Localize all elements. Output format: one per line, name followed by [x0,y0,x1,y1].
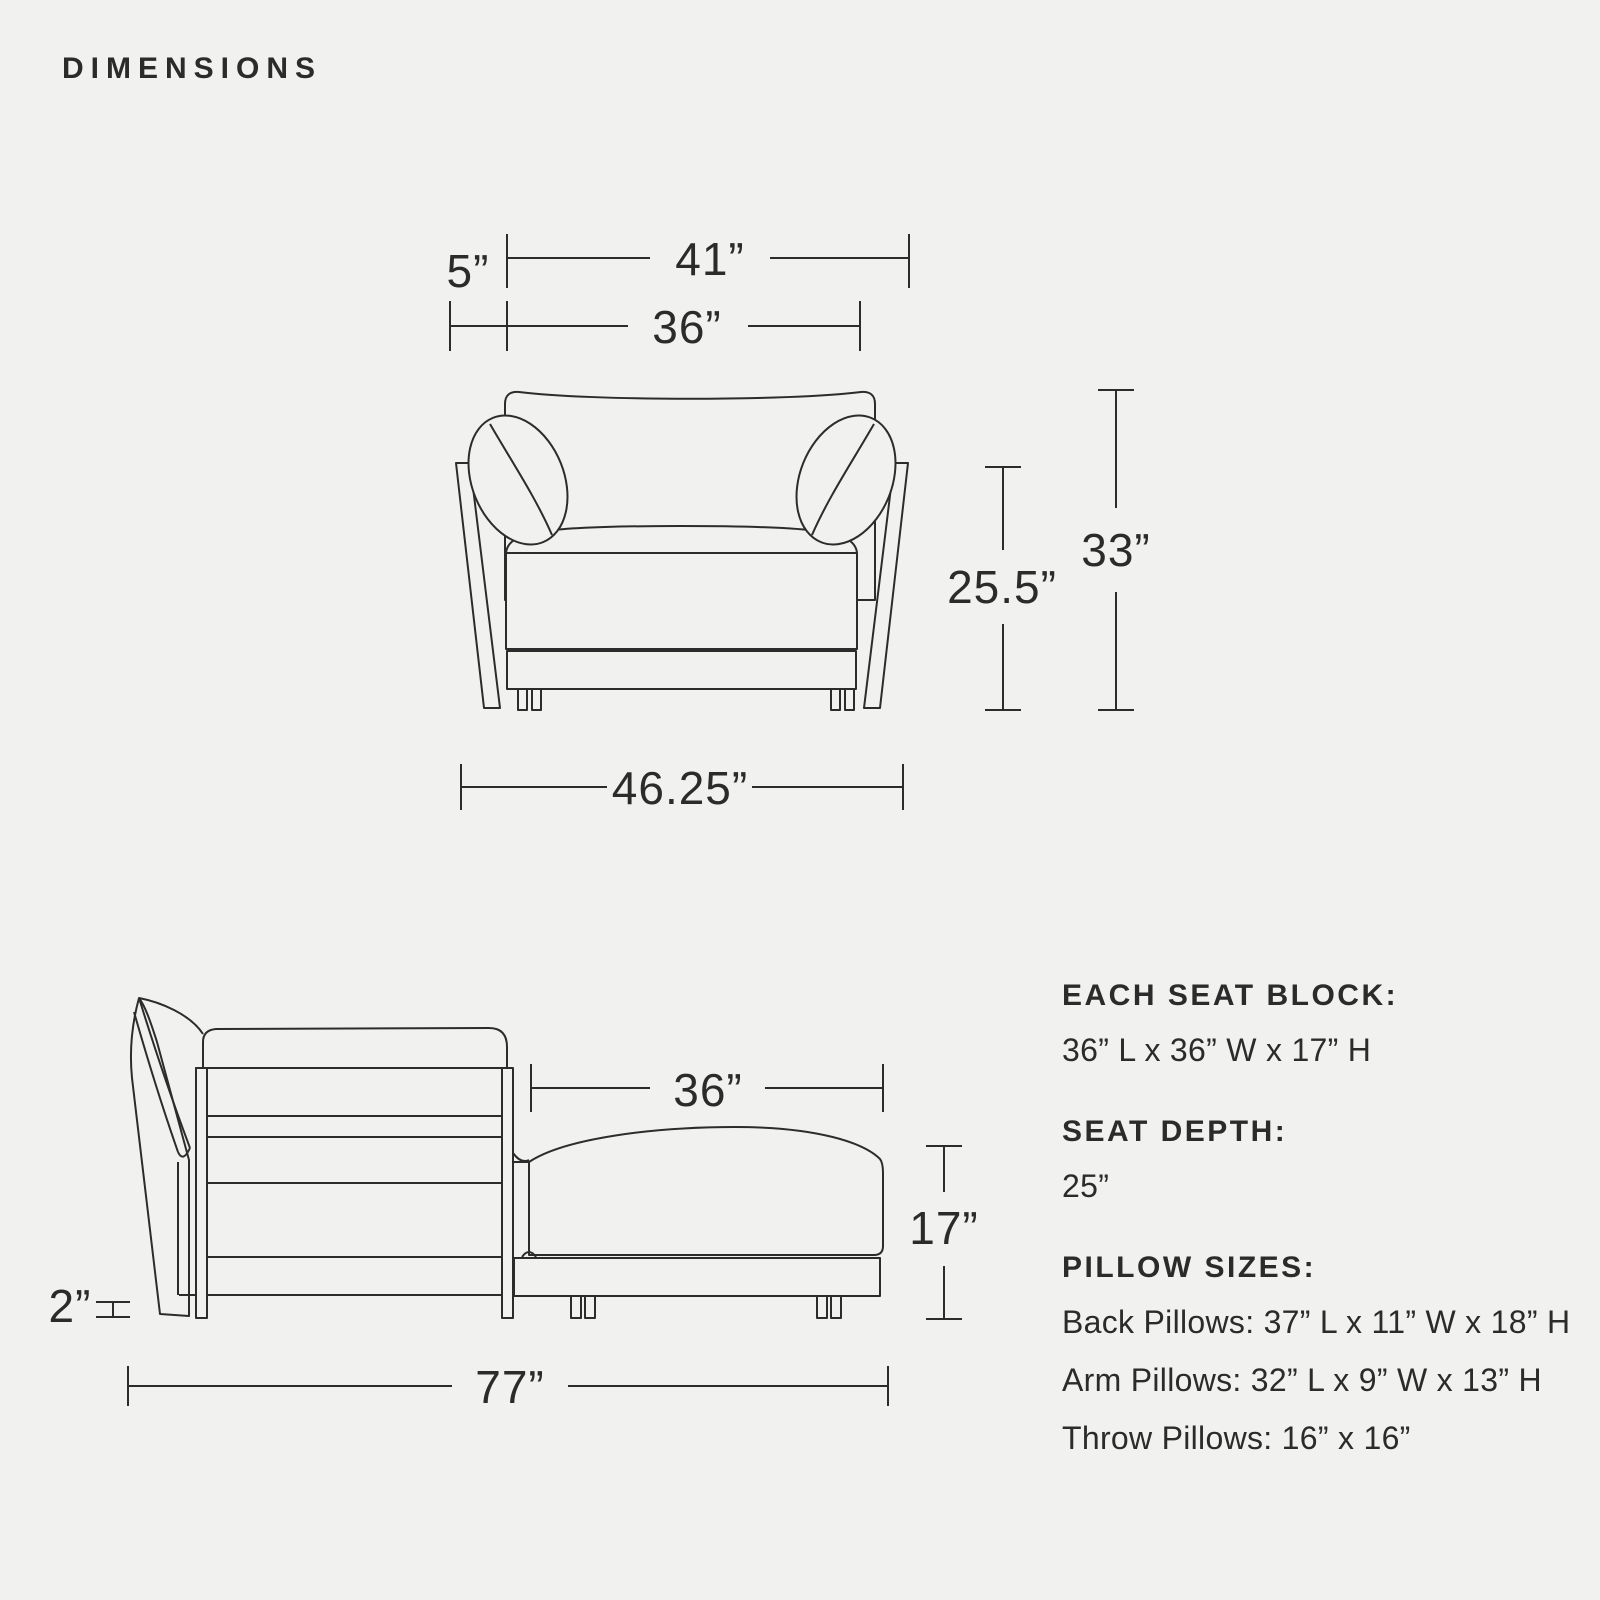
dim-label-arm-width: 5” [446,245,490,297]
dim-label-leg-height: 2” [48,1280,92,1332]
side-frame-panel [196,1068,503,1295]
dim-label-seat-height: 17” [909,1202,979,1254]
seat-cushion [506,526,857,649]
ottoman-cushion [529,1127,883,1255]
spec-seat-depth [1062,1114,1582,1206]
ottoman-leg [817,1296,827,1318]
dim-label-overall-height: 33” [1081,524,1151,576]
spec-heading: SEAT DEPTH: [1062,1115,1288,1148]
base-rail [507,651,856,689]
side-view-drawing [131,998,883,1318]
side-seat-back-cushion [203,1028,507,1068]
spec-list [1062,978,1582,1502]
front-leg [831,689,840,710]
dim-label-overall-width: 46.25” [611,762,749,814]
ottoman-cushion-hook [513,1153,529,1161]
ottoman-leg [585,1296,595,1318]
spec-throw-pillows: Throw Pillows: 16” x 16” [1062,1420,1411,1456]
page-title: DIMENSIONS [62,52,323,85]
front-leg [518,689,527,710]
front-view-drawing [450,392,913,710]
spec-heading: EACH SEAT BLOCK: [1062,979,1399,1012]
spec-back-pillows: Back Pillows: 37” L x 11” W x 18” H [1062,1304,1571,1340]
side-frame-post [196,1068,207,1318]
ottoman-leg [571,1296,581,1318]
dim-label-seat-width: 36” [652,301,722,353]
front-leg [532,689,541,710]
side-frame-post [502,1068,513,1318]
spec-pillow-sizes [1062,1250,1582,1458]
ottoman-base [514,1258,880,1296]
dim-label-arm-height: 25.5” [947,561,1057,613]
spec-value: 36” L x 36” W x 17” H [1062,1032,1372,1068]
dim-label-overall-length: 77” [475,1361,545,1413]
spec-heading: PILLOW SIZES: [1062,1251,1317,1284]
side-back-cushion [131,998,189,1316]
ottoman-leg [831,1296,841,1318]
front-leg [845,689,854,710]
dim-label-seat-plus-arm-width: 41” [675,233,745,285]
spec-value: 25” [1062,1168,1110,1204]
dim-label-ottoman-length: 36” [673,1064,743,1116]
spec-each-seat-block [1062,978,1582,1070]
spec-arm-pillows: Arm Pillows: 32” L x 9” W x 13” H [1062,1362,1542,1398]
